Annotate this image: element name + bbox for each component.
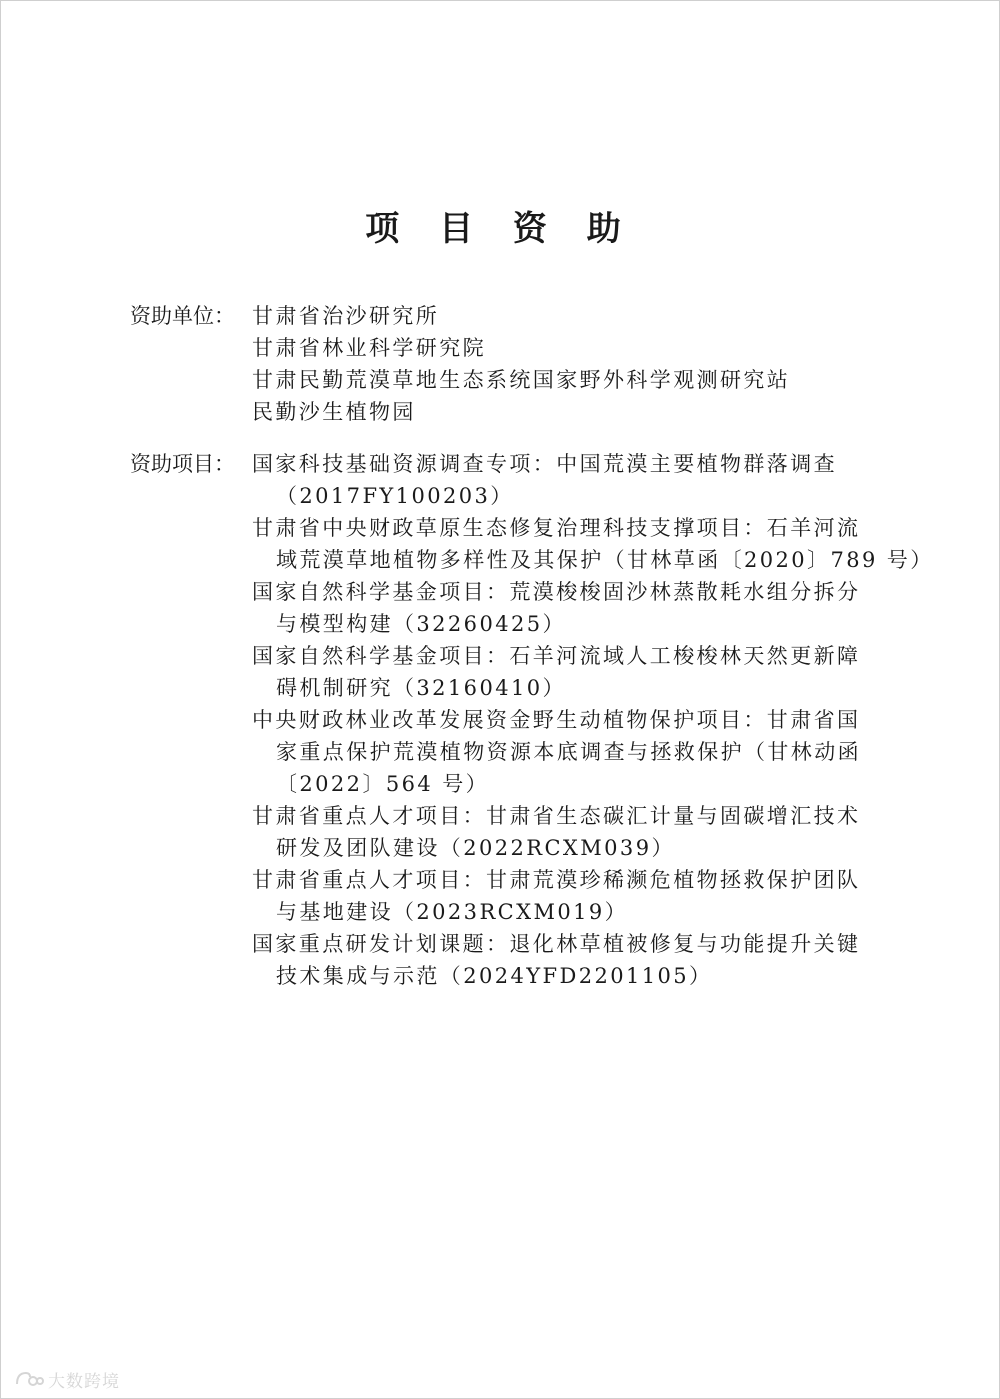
- project-line: 国家重点研发计划课题：退化林草植被修复与功能提升关键: [252, 932, 861, 956]
- funding-project-item: [252, 928, 888, 992]
- project-line: 国家自然科学基金项目：荒漠梭梭固沙林蒸散耗水组分拆分: [252, 580, 861, 604]
- project-line: 碍机制研究（32160410）: [276, 676, 566, 700]
- project-line: 〔2022〕564 号）: [276, 772, 490, 796]
- project-line: （2017FY100203）: [276, 484, 514, 508]
- page-title: 项 目 资 助: [365, 209, 635, 249]
- project-line: 与模型构建（32260425）: [276, 612, 566, 636]
- funding-project-item: [252, 448, 888, 512]
- watermark: [14, 1366, 120, 1392]
- project-line: 国家科技基础资源调查专项：中国荒漠主要植物群落调查: [252, 452, 837, 476]
- project-line: 甘肃省重点人才项目：甘肃省生态碳汇计量与固碳增汇技术: [252, 804, 861, 828]
- funding-units-label: 资助单位：: [130, 304, 235, 328]
- project-line: 研发及团队建设（2022RCXM039）: [276, 836, 675, 860]
- funding-unit-item: 甘肃省治沙研究所: [252, 304, 440, 328]
- funding-unit-item: 甘肃省林业科学研究院: [252, 336, 486, 360]
- funding-projects-list: [252, 448, 934, 992]
- project-line: 中央财政林业改革发展资金野生动植物保护项目：甘肃省国: [252, 708, 861, 732]
- watermark-text: 大数跨境: [48, 1371, 120, 1392]
- funding-project-item: [252, 640, 888, 704]
- funding-project-item: [252, 576, 888, 640]
- logo-icon: [14, 1369, 44, 1389]
- funding-project-item: [252, 800, 888, 864]
- funding-project-item: [252, 864, 888, 928]
- project-line: 甘肃省重点人才项目：甘肃荒漠珍稀濒危植物拯救保护团队: [252, 868, 861, 892]
- funding-project-item: [252, 704, 888, 800]
- funding-unit-item: 甘肃民勤荒漠草地生态系统国家野外科学观测研究站: [252, 368, 791, 392]
- project-line: 与基地建设（2023RCXM019）: [276, 900, 629, 924]
- project-line: 域荒漠草地植物多样性及其保护（甘林草函〔2020〕789 号）: [276, 548, 934, 572]
- project-line: 甘肃省中央财政草原生态修复治理科技支撑项目：石羊河流: [252, 516, 861, 540]
- funding-projects-label: 资助项目：: [130, 452, 235, 476]
- project-line: 技术集成与示范（2024YFD2201105）: [276, 964, 713, 988]
- funding-project-item: [252, 512, 934, 576]
- funding-unit-item: 民勤沙生植物园: [252, 400, 416, 424]
- project-line: 家重点保护荒漠植物资源本底调查与拯救保护（甘林动函: [276, 740, 861, 764]
- project-line: 国家自然科学基金项目：石羊河流域人工梭梭林天然更新障: [252, 644, 861, 668]
- funding-units-list: [252, 300, 888, 428]
